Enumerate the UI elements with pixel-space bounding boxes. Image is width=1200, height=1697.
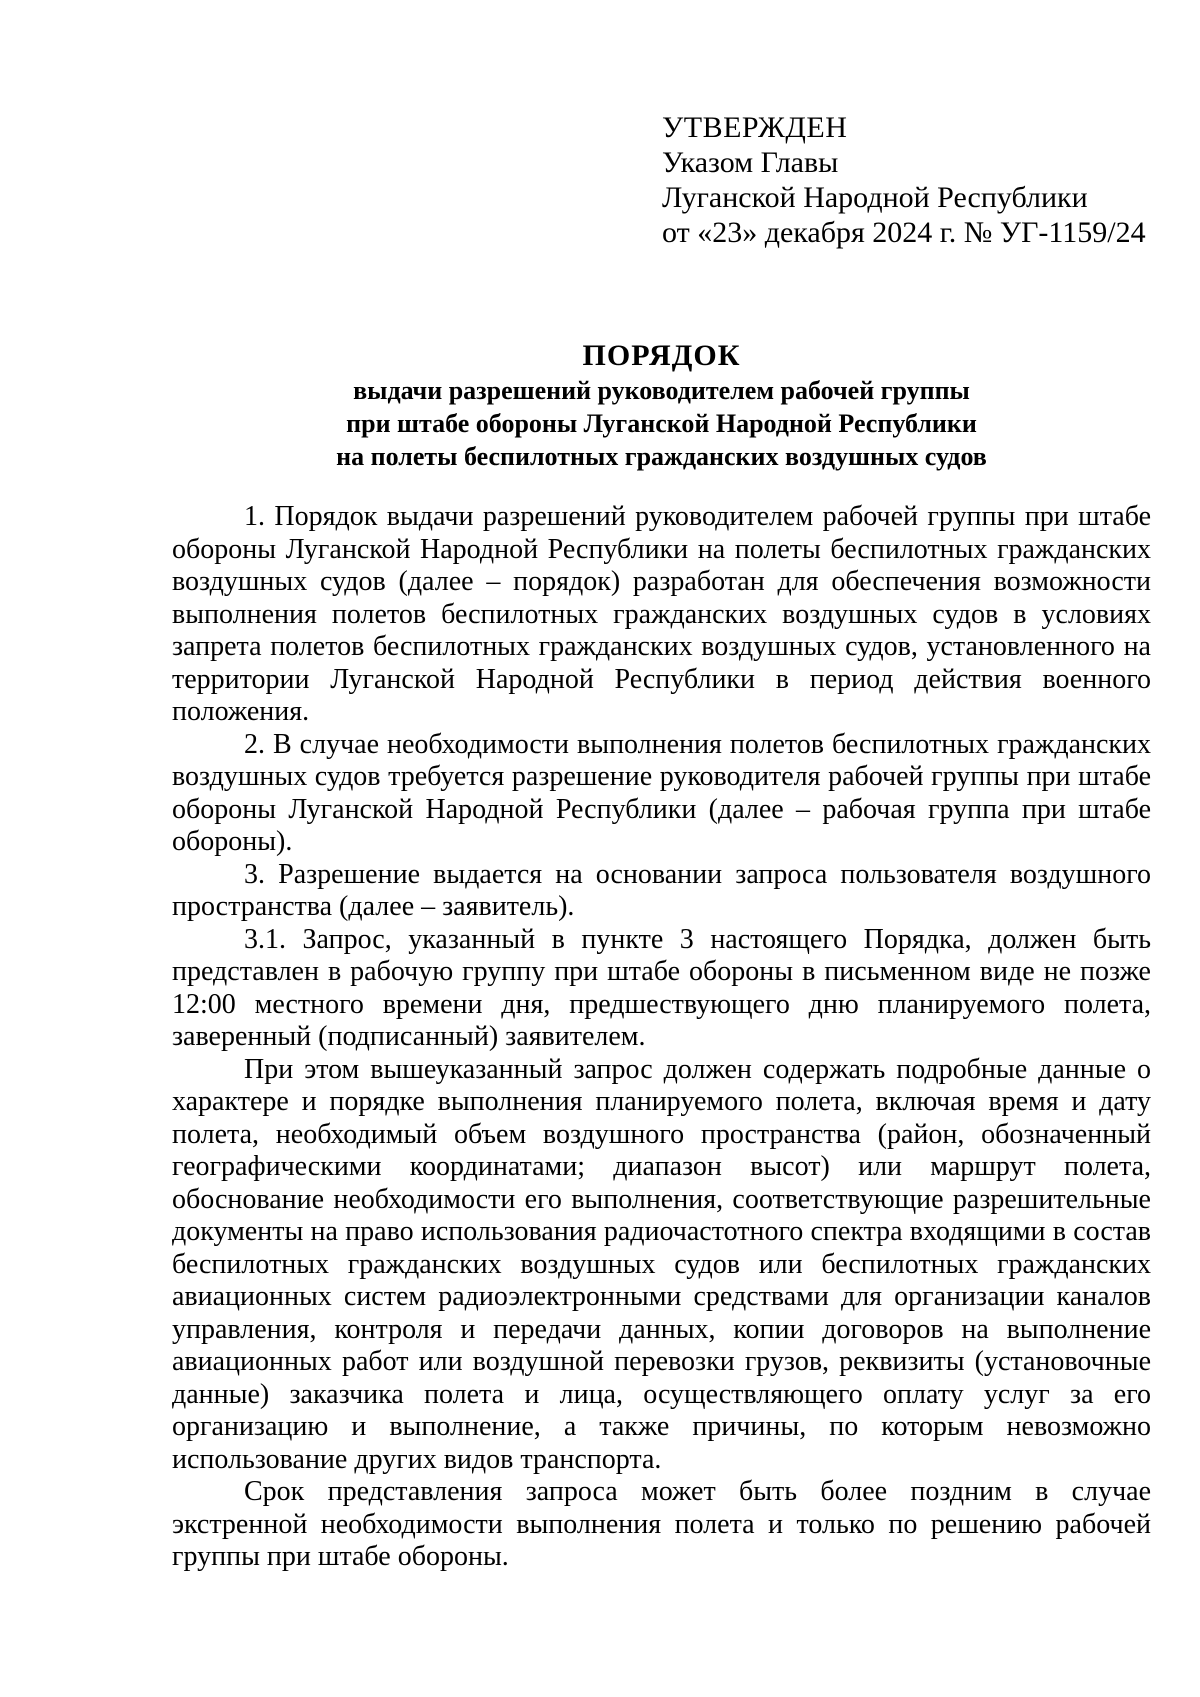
paragraph-3: 3. Разрешение выдается на основании запроса пользователя воздушного пространства (далее – заявитель). xyxy=(172,858,1151,922)
title-subtitle-line-3: на полеты беспилотных гражданских воздушных судов xyxy=(336,442,987,471)
paragraph-1: 1. Порядок выдачи разрешений руководителем рабочей группы при штабе обороны Луганской Народной Республики на полеты беспилотных гражданских воздушных судов (далее – порядок) разработан для обеспечения возможности выполнения полетов беспилотных гражданских воздушных судов в условиях запрета полетов беспилотных гражданских воздушных судов, установленного на территории Луганской Народной Республики в период действия военного положения. xyxy=(172,501,1151,727)
approval-republic: Луганской Народной Республики xyxy=(662,181,1088,214)
document-body xyxy=(172,501,1151,1574)
paragraph-2: 2. В случае необходимости выполнения полетов беспилотных гражданских воздушных судов требуется разрешение руководителя рабочей группы при штабе обороны Луганской Народной Республики (далее – рабочая группа при штабе обороны). xyxy=(172,728,1151,857)
title-main: ПОРЯДОК xyxy=(582,339,741,372)
approval-status: УТВЕРЖДЕН xyxy=(662,111,848,144)
title-subtitle-line-1: выдачи разрешений руководителем рабочей группы xyxy=(353,376,970,405)
approval-stamp xyxy=(662,110,1146,250)
paragraph-deadline: Срок представления запроса может быть более поздним в случае экстренной необходимости выполнения полета и только по решению рабочей группы при штабе обороны. xyxy=(172,1476,1151,1572)
title-subtitle-line-2: при штабе обороны Луганской Народной Республики xyxy=(346,409,977,438)
approval-authority: Указом Главы xyxy=(662,146,839,179)
paragraph-3-1: 3.1. Запрос, указанный в пункте 3 настоящего Порядка, должен быть представлен в рабочую группу при штабе обороны в письменном виде не позже 12:00 местного времени дня, предшествующего дню планируемого полета, заверенный (подписанный) заявителем. xyxy=(172,923,1151,1052)
approval-date-number: от «23» декабря 2024 г. № УГ-1159/24 xyxy=(662,216,1146,249)
paragraph-request-content: При этом вышеуказанный запрос должен содержать подробные данные о характере и порядке выполнения планируемого полета, включая время и дату полета, необходимый объем воздушного пространства (район, обозначенный географическими координатами; диапазон высот) или маршрут полета, обоснование необходимости его выполнения, соответствующие разрешительные документы на право использования радиочастотного спектра входящими в состав беспилотных гражданских воздушных судов или беспилотных гражданских авиационных систем радиоэлектронными средствами для организации каналов управления, контроля и передачи данных, копии договоров на выполнение авиационных работ или воздушной перевозки грузов, реквизиты (установочные данные) заказчика полета и лица, осуществляющего оплату услуг за его организацию и выполнение, а также причины, по которым невозможно использование других видов транспорта. xyxy=(172,1053,1151,1475)
document-title xyxy=(172,338,1151,473)
